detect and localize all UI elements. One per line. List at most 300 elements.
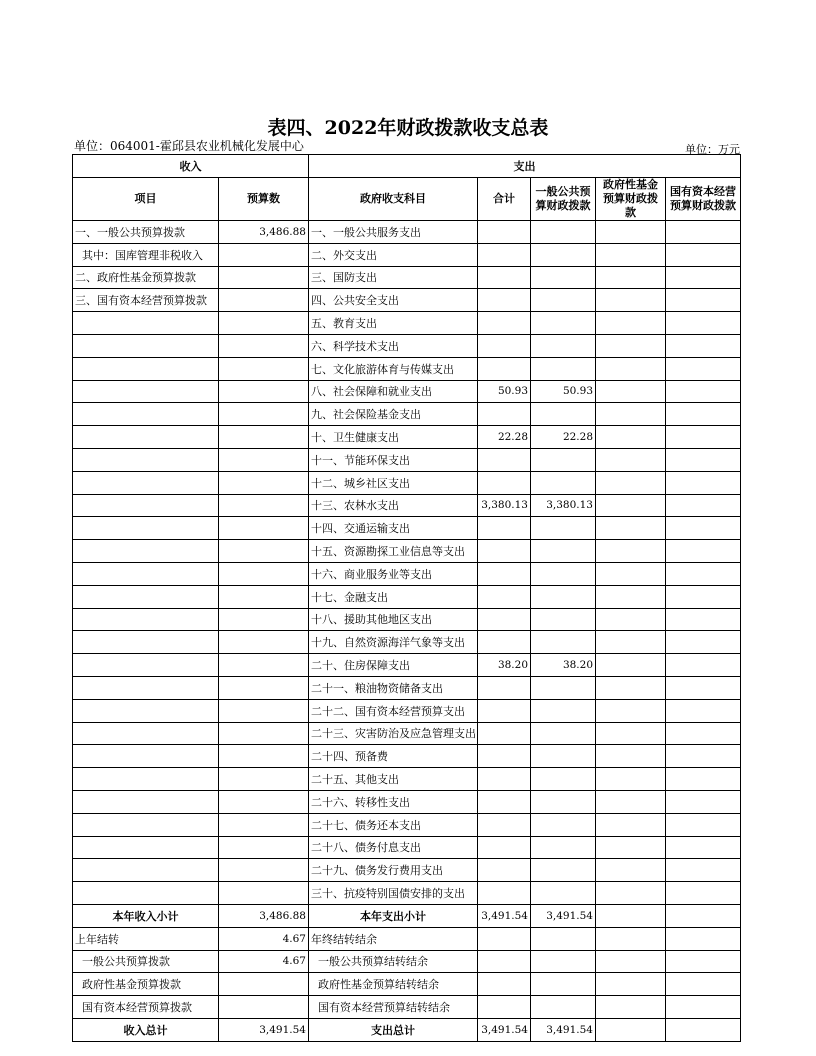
expense-fund xyxy=(596,654,666,677)
currency-unit: 单位：万元 xyxy=(685,143,740,156)
income-item xyxy=(73,585,219,608)
expense-fund xyxy=(596,448,666,471)
income-item: 政府性基金预算拨款 xyxy=(73,973,219,996)
income-item xyxy=(73,562,219,585)
income-item xyxy=(73,403,219,426)
table-row xyxy=(73,608,741,631)
table-row xyxy=(73,950,741,973)
income-item: 收入总计 xyxy=(73,1018,219,1041)
income-item xyxy=(73,357,219,380)
income-budget: 3,486.88 xyxy=(219,904,309,927)
expense-state xyxy=(666,631,741,654)
expense-state xyxy=(666,745,741,768)
expense-total: 3,491.54 xyxy=(478,904,531,927)
income-item xyxy=(73,380,219,403)
income-budget xyxy=(219,996,309,1019)
expense-general xyxy=(531,334,596,357)
expense-fund xyxy=(596,790,666,813)
expense-total xyxy=(478,631,531,654)
expense-fund xyxy=(596,334,666,357)
expense-total xyxy=(478,471,531,494)
expense-general xyxy=(531,243,596,266)
expense-general xyxy=(531,221,596,244)
income-budget xyxy=(219,289,309,312)
expense-total xyxy=(478,836,531,859)
income-budget xyxy=(219,836,309,859)
table-row xyxy=(73,859,741,882)
expense-fund xyxy=(596,517,666,540)
table-row xyxy=(73,471,741,494)
expense-fund xyxy=(596,813,666,836)
expense-total xyxy=(478,927,531,950)
expense-state xyxy=(666,289,741,312)
income-budget: 3,486.88 xyxy=(219,221,309,244)
expense-subject: 十三、农林水支出 xyxy=(309,494,478,517)
income-budget xyxy=(219,448,309,471)
income-budget xyxy=(219,585,309,608)
expense-fund xyxy=(596,494,666,517)
income-budget xyxy=(219,517,309,540)
expense-state xyxy=(666,654,741,677)
expense-fund xyxy=(596,745,666,768)
income-budget xyxy=(219,562,309,585)
expense-total xyxy=(478,334,531,357)
expense-state xyxy=(666,790,741,813)
expense-fund xyxy=(596,221,666,244)
table-row xyxy=(73,289,741,312)
table-row xyxy=(73,722,741,745)
table-row xyxy=(73,836,741,859)
table-row xyxy=(73,243,741,266)
table-row xyxy=(73,904,741,927)
table-row xyxy=(73,996,741,1019)
total-header: 合计 xyxy=(478,178,531,221)
table-row xyxy=(73,768,741,791)
table-row xyxy=(73,790,741,813)
expense-fund xyxy=(596,904,666,927)
expense-general xyxy=(531,676,596,699)
expense-fund xyxy=(596,927,666,950)
table-row xyxy=(73,494,741,517)
expense-general xyxy=(531,973,596,996)
expense-total xyxy=(478,403,531,426)
expense-subject: 十一、节能环保支出 xyxy=(309,448,478,471)
table-row xyxy=(73,312,741,335)
expense-general xyxy=(531,722,596,745)
expense-total xyxy=(478,357,531,380)
expense-subject: 十五、资源勘探工业信息等支出 xyxy=(309,540,478,563)
expense-subject: 九、社会保险基金支出 xyxy=(309,403,478,426)
table-row xyxy=(73,1018,741,1041)
expense-subject: 二十四、预备费 xyxy=(309,745,478,768)
expense-general xyxy=(531,608,596,631)
expense-state xyxy=(666,676,741,699)
expense-state xyxy=(666,540,741,563)
expense-subject: 五、教育支出 xyxy=(309,312,478,335)
table-row xyxy=(73,334,741,357)
expense-total xyxy=(478,243,531,266)
expense-general: 3,380.13 xyxy=(531,494,596,517)
table-row xyxy=(73,699,741,722)
income-header: 收入 xyxy=(73,155,309,178)
expense-general xyxy=(531,357,596,380)
expense-fund xyxy=(596,882,666,905)
fund-header: 政府性基金预算财政拨款 xyxy=(596,178,666,221)
income-budget xyxy=(219,722,309,745)
expense-total xyxy=(478,562,531,585)
expense-state xyxy=(666,266,741,289)
table-row xyxy=(73,631,741,654)
expense-general xyxy=(531,790,596,813)
expense-subject: 本年支出小计 xyxy=(309,904,478,927)
expense-state xyxy=(666,243,741,266)
income-item xyxy=(73,608,219,631)
income-item xyxy=(73,334,219,357)
expense-fund xyxy=(596,426,666,449)
expense-total xyxy=(478,266,531,289)
expense-total xyxy=(478,882,531,905)
expense-general xyxy=(531,562,596,585)
table-row xyxy=(73,448,741,471)
income-item xyxy=(73,517,219,540)
subject-header: 政府收支科目 xyxy=(309,178,478,221)
expense-subject: 一般公共预算结转结余 xyxy=(309,950,478,973)
expense-state xyxy=(666,562,741,585)
expense-subject: 十八、援助其他地区支出 xyxy=(309,608,478,631)
table-row xyxy=(73,927,741,950)
income-budget xyxy=(219,654,309,677)
expense-total xyxy=(478,950,531,973)
expense-general xyxy=(531,312,596,335)
income-budget: 4.67 xyxy=(219,927,309,950)
expense-fund xyxy=(596,289,666,312)
income-budget xyxy=(219,471,309,494)
expense-fund xyxy=(596,699,666,722)
expense-total xyxy=(478,585,531,608)
income-budget xyxy=(219,973,309,996)
expense-fund xyxy=(596,471,666,494)
expense-total xyxy=(478,517,531,540)
expense-total xyxy=(478,768,531,791)
expense-general: 38.20 xyxy=(531,654,596,677)
income-item: 国有资本经营预算拨款 xyxy=(73,996,219,1019)
expense-state xyxy=(666,996,741,1019)
expense-subject: 十七、金融支出 xyxy=(309,585,478,608)
expense-subject: 一、一般公共服务支出 xyxy=(309,221,478,244)
general-header: 一般公共预算财政拨款 xyxy=(531,178,596,221)
expense-subject: 十、卫生健康支出 xyxy=(309,426,478,449)
page-title: 表四、2022年财政拨款收支总表 xyxy=(267,117,549,139)
expense-fund xyxy=(596,540,666,563)
expense-general xyxy=(531,927,596,950)
income-item: 三、国有资本经营预算拨款 xyxy=(73,289,219,312)
expense-total xyxy=(478,608,531,631)
expense-general: 22.28 xyxy=(531,426,596,449)
expense-state xyxy=(666,608,741,631)
expense-general xyxy=(531,836,596,859)
expense-total xyxy=(478,448,531,471)
expense-general xyxy=(531,699,596,722)
income-budget xyxy=(219,357,309,380)
expense-general xyxy=(531,950,596,973)
income-budget xyxy=(219,745,309,768)
item-header: 项目 xyxy=(73,178,219,221)
expense-total: 50.93 xyxy=(478,380,531,403)
expense-subject: 八、社会保障和就业支出 xyxy=(309,380,478,403)
expense-state xyxy=(666,380,741,403)
income-item xyxy=(73,882,219,905)
income-budget xyxy=(219,676,309,699)
expense-state xyxy=(666,904,741,927)
income-budget xyxy=(219,631,309,654)
expense-general xyxy=(531,540,596,563)
expense-general xyxy=(531,403,596,426)
expense-total xyxy=(478,745,531,768)
table-row xyxy=(73,882,741,905)
expense-subject: 十六、商业服务业等支出 xyxy=(309,562,478,585)
expense-total xyxy=(478,289,531,312)
income-item xyxy=(73,722,219,745)
table-row xyxy=(73,426,741,449)
income-item xyxy=(73,813,219,836)
expense-total xyxy=(478,699,531,722)
expense-subject: 二十六、转移性支出 xyxy=(309,790,478,813)
income-budget xyxy=(219,608,309,631)
table-row xyxy=(73,654,741,677)
expense-state xyxy=(666,471,741,494)
expense-total: 3,380.13 xyxy=(478,494,531,517)
expense-fund xyxy=(596,243,666,266)
expense-general xyxy=(531,813,596,836)
expense-subject: 二十三、灾害防治及应急管理支出 xyxy=(309,722,478,745)
expense-state xyxy=(666,312,741,335)
expense-state xyxy=(666,950,741,973)
expense-fund xyxy=(596,768,666,791)
expense-general xyxy=(531,448,596,471)
expense-fund xyxy=(596,836,666,859)
budget-header: 预算数 xyxy=(219,178,309,221)
income-item: 上年结转 xyxy=(73,927,219,950)
income-budget xyxy=(219,312,309,335)
expense-general xyxy=(531,631,596,654)
table-row xyxy=(73,562,741,585)
income-budget xyxy=(219,859,309,882)
income-budget xyxy=(219,882,309,905)
income-item: 一、一般公共预算拨款 xyxy=(73,221,219,244)
expense-state xyxy=(666,426,741,449)
expense-total xyxy=(478,790,531,813)
expense-general xyxy=(531,859,596,882)
expense-subject: 支出总计 xyxy=(309,1018,478,1041)
expense-subject: 二十一、粮油物资储备支出 xyxy=(309,676,478,699)
income-item xyxy=(73,745,219,768)
income-item xyxy=(73,676,219,699)
expense-state xyxy=(666,768,741,791)
table-row xyxy=(73,357,741,380)
expense-state xyxy=(666,859,741,882)
expense-state xyxy=(666,334,741,357)
table-row xyxy=(73,540,741,563)
income-item: 本年收入小计 xyxy=(73,904,219,927)
table-row xyxy=(73,380,741,403)
expense-state xyxy=(666,927,741,950)
expense-general xyxy=(531,266,596,289)
table-row xyxy=(73,973,741,996)
expense-subject: 二十九、债务发行费用支出 xyxy=(309,859,478,882)
expense-subject: 二十八、债务付息支出 xyxy=(309,836,478,859)
expense-fund xyxy=(596,380,666,403)
income-item: 一般公共预算拨款 xyxy=(73,950,219,973)
income-item xyxy=(73,836,219,859)
income-item xyxy=(73,790,219,813)
income-budget: 4.67 xyxy=(219,950,309,973)
income-budget xyxy=(219,403,309,426)
income-budget xyxy=(219,243,309,266)
table-row xyxy=(73,221,741,244)
expense-fund xyxy=(596,403,666,426)
expense-subject: 二十五、其他支出 xyxy=(309,768,478,791)
income-budget xyxy=(219,540,309,563)
expense-state xyxy=(666,882,741,905)
income-budget xyxy=(219,699,309,722)
expense-state xyxy=(666,403,741,426)
expense-fund xyxy=(596,676,666,699)
table-row xyxy=(73,403,741,426)
expense-total xyxy=(478,973,531,996)
expense-general: 50.93 xyxy=(531,380,596,403)
expense-total xyxy=(478,722,531,745)
income-budget xyxy=(219,380,309,403)
expense-state xyxy=(666,221,741,244)
income-budget: 3,491.54 xyxy=(219,1018,309,1041)
income-item xyxy=(73,859,219,882)
expense-subject: 七、文化旅游体育与传媒支出 xyxy=(309,357,478,380)
expense-state xyxy=(666,494,741,517)
expense-state xyxy=(666,357,741,380)
income-item xyxy=(73,494,219,517)
expense-state xyxy=(666,1018,741,1041)
expense-header: 支出 xyxy=(309,155,741,178)
expense-subject: 二十二、国有资本经营预算支出 xyxy=(309,699,478,722)
expense-general: 3,491.54 xyxy=(531,1018,596,1041)
expense-subject: 政府性基金预算结转结余 xyxy=(309,973,478,996)
expense-subject: 三十、抗疫特别国债安排的支出 xyxy=(309,882,478,905)
expense-general: 3,491.54 xyxy=(531,904,596,927)
header-row-1 xyxy=(73,155,741,178)
state-header: 国有资本经营预算财政拨款 xyxy=(666,178,741,221)
expense-total xyxy=(478,221,531,244)
expense-total xyxy=(478,676,531,699)
expense-fund xyxy=(596,859,666,882)
expense-general xyxy=(531,768,596,791)
table-row xyxy=(73,585,741,608)
expense-total xyxy=(478,312,531,335)
income-item xyxy=(73,654,219,677)
expense-subject: 十二、城乡社区支出 xyxy=(309,471,478,494)
expense-subject: 四、公共安全支出 xyxy=(309,289,478,312)
expense-total: 38.20 xyxy=(478,654,531,677)
income-budget xyxy=(219,494,309,517)
expense-general xyxy=(531,996,596,1019)
table-row xyxy=(73,266,741,289)
expense-subject: 二十、住房保障支出 xyxy=(309,654,478,677)
income-item xyxy=(73,426,219,449)
income-item xyxy=(73,448,219,471)
expense-subject: 十九、自然资源海洋气象等支出 xyxy=(309,631,478,654)
expense-subject: 三、国防支出 xyxy=(309,266,478,289)
expense-state xyxy=(666,517,741,540)
expense-subject: 六、科学技术支出 xyxy=(309,334,478,357)
expense-fund xyxy=(596,357,666,380)
income-budget xyxy=(219,426,309,449)
expense-general xyxy=(531,745,596,768)
income-item xyxy=(73,768,219,791)
income-budget xyxy=(219,790,309,813)
expense-fund xyxy=(596,973,666,996)
budget-table xyxy=(72,154,741,1042)
expense-general xyxy=(531,517,596,540)
expense-subject: 十四、交通运输支出 xyxy=(309,517,478,540)
table-row xyxy=(73,676,741,699)
expense-general xyxy=(531,585,596,608)
income-item: 其中：国库管理非税收入 xyxy=(73,243,219,266)
expense-fund xyxy=(596,266,666,289)
income-budget xyxy=(219,334,309,357)
expense-state xyxy=(666,973,741,996)
income-item xyxy=(73,312,219,335)
expense-fund xyxy=(596,585,666,608)
expense-subject: 国有资本经营预算结转结余 xyxy=(309,996,478,1019)
expense-fund xyxy=(596,631,666,654)
income-item: 二、政府性基金预算拨款 xyxy=(73,266,219,289)
income-budget xyxy=(219,266,309,289)
expense-general xyxy=(531,471,596,494)
expense-total xyxy=(478,859,531,882)
expense-fund xyxy=(596,996,666,1019)
expense-total xyxy=(478,996,531,1019)
expense-subject: 二十七、债务还本支出 xyxy=(309,813,478,836)
expense-total xyxy=(478,813,531,836)
expense-fund xyxy=(596,608,666,631)
expense-state xyxy=(666,585,741,608)
expense-total xyxy=(478,540,531,563)
income-item xyxy=(73,471,219,494)
income-budget xyxy=(219,813,309,836)
expense-fund xyxy=(596,1018,666,1041)
table-row xyxy=(73,813,741,836)
income-item xyxy=(73,699,219,722)
expense-subject: 二、外交支出 xyxy=(309,243,478,266)
expense-general xyxy=(531,289,596,312)
header-row-2 xyxy=(73,178,741,221)
organization-unit: 单位：064001-霍邱县农业机械化发展中心 xyxy=(74,139,304,153)
expense-general xyxy=(531,882,596,905)
income-item xyxy=(73,631,219,654)
expense-fund xyxy=(596,312,666,335)
table-row xyxy=(73,517,741,540)
expense-total: 3,491.54 xyxy=(478,1018,531,1041)
expense-state xyxy=(666,448,741,471)
expense-fund xyxy=(596,722,666,745)
table-row xyxy=(73,745,741,768)
expense-subject: 年终结转结余 xyxy=(309,927,478,950)
expense-fund xyxy=(596,950,666,973)
expense-total: 22.28 xyxy=(478,426,531,449)
income-budget xyxy=(219,768,309,791)
expense-fund xyxy=(596,562,666,585)
expense-state xyxy=(666,813,741,836)
expense-state xyxy=(666,722,741,745)
